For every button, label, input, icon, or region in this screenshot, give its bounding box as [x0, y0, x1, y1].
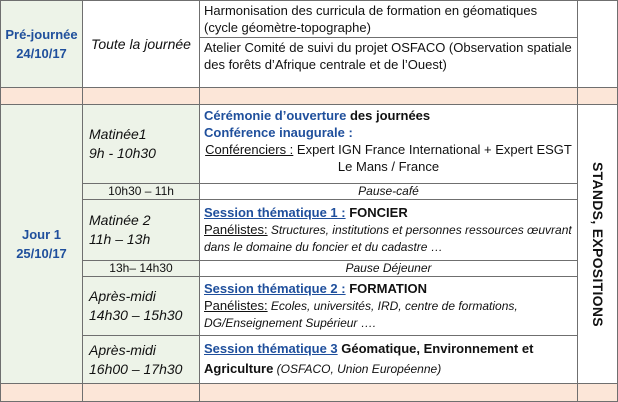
separator-cell — [0, 88, 83, 105]
session1-label: Session thématique 1 : — [204, 205, 346, 220]
separator-cell — [83, 88, 200, 105]
stands-label: STANDS, EXPOSITIONS — [590, 161, 606, 327]
bottom-separator-cell — [83, 384, 200, 402]
pause-dej-cell — [200, 261, 578, 277]
preday-item1-cell — [200, 0, 578, 38]
stands-cell — [578, 105, 618, 384]
preday-label: Pré-journée — [5, 27, 78, 42]
pause-cafe-label: Pause-café — [358, 184, 419, 198]
session1-panel-text: Structures, institutions et personnes ressources œuvrant dans le domaine du foncier et du cadastre … — [204, 223, 572, 254]
preday-time-cell — [83, 0, 200, 88]
matinee1-hours: 9h - 10h30 — [89, 145, 156, 161]
conference-title: Conférence inaugurale : — [204, 125, 353, 140]
apm2-content-cell — [200, 336, 578, 384]
session2-panel-text: Ecoles, universités, IRD, centre de formations, DG/Enseignement Supérieur …. — [204, 299, 518, 330]
session2-panel — [204, 297, 573, 332]
bottom-separator-cell — [0, 384, 83, 402]
session3-title: Géomatique, Environnement et Agriculture — [204, 341, 534, 376]
apm2-hours: 16h00 – 17h30 — [89, 360, 183, 377]
ceremony-line — [204, 107, 573, 124]
session1-panel — [204, 221, 573, 256]
session1-panel-label: Panélistes: — [204, 222, 268, 237]
apm2-time-cell — [83, 336, 200, 384]
separator-cell — [578, 88, 618, 105]
matinee1-time-cell — [83, 105, 200, 184]
bottom-separator-cell — [578, 384, 618, 402]
session2-label: Session thématique 2 : — [204, 281, 346, 296]
session3-partners: (OSFACO, Union Européenne) — [273, 362, 442, 376]
speakers-text: Expert IGN France International + Expert ESGT Le Mans / France — [293, 142, 572, 174]
pause-dej-time-cell — [83, 261, 200, 277]
pause-cafe-time-cell — [83, 184, 200, 200]
apm1-label: Après-midi — [89, 288, 156, 304]
apm1-time-cell — [83, 277, 200, 336]
session2-line — [204, 280, 573, 297]
speakers-label: Conférenciers : — [205, 142, 294, 157]
preday-time: Toute la journée — [91, 35, 191, 52]
ceremony-title: Cérémonie d’ouverture — [204, 108, 347, 123]
matinee2-time-cell — [83, 200, 200, 261]
pause-cafe-time: 10h30 – 11h — [108, 184, 174, 198]
day1-cell — [0, 105, 83, 384]
session1-title: FONCIER — [345, 205, 408, 220]
pause-dej-label: Pause Déjeuner — [345, 261, 432, 275]
matinee2-content-cell — [200, 200, 578, 261]
preday-date: 24/10/17 — [16, 46, 67, 61]
bottom-separator-cell — [200, 384, 578, 402]
preday-side-cell — [578, 0, 618, 88]
matinee1-content-cell — [200, 105, 578, 184]
apm2-label: Après-midi — [89, 341, 156, 358]
session1-line — [204, 204, 573, 221]
preday-item2-cell — [200, 38, 578, 88]
matinee2-hours: 11h – 13h — [89, 231, 151, 247]
day1-label: Jour 1 — [21, 227, 61, 242]
preday-item2: Atelier Comité de suivi du projet OSFACO (Observation spatiale des forêts d’Afrique centrale et de l’Ouest) — [204, 40, 572, 72]
day1-date: 25/10/17 — [16, 246, 67, 261]
pause-dej-time: 13h– 14h30 — [109, 261, 173, 275]
separator-cell — [200, 88, 578, 105]
apm1-hours: 14h30 – 15h30 — [89, 307, 183, 323]
speakers-line — [204, 141, 573, 175]
pause-cafe-cell — [200, 184, 578, 200]
session3-label: Session thématique 3 — [204, 341, 338, 356]
preday-item1: Harmonisation des curricula de formation en géomatiques (cycle géomètre-topographe) — [204, 3, 538, 35]
ceremony-rest: des journées — [346, 108, 431, 123]
matinee1-label: Matinée1 — [89, 126, 147, 142]
apm1-content-cell — [200, 277, 578, 336]
session2-title: FORMATION — [345, 281, 427, 296]
matinee2-label: Matinée 2 — [89, 212, 151, 228]
session2-panel-label: Panélistes: — [204, 298, 268, 313]
preday-cell — [0, 0, 83, 88]
